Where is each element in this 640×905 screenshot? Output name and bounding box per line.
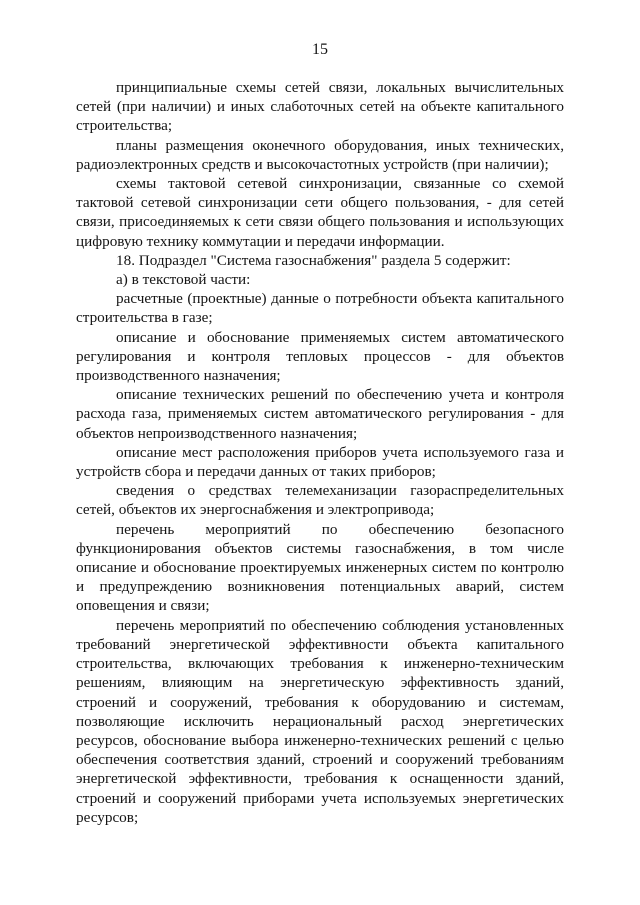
paragraph-communication-schemes: принципиальные схемы сетей связи, локальных вычислительных сетей (при наличии) и иных слаботочных сетей на объекте капитального строительства;: [76, 79, 564, 135]
page-number: 15: [312, 41, 328, 58]
paragraph-energy-efficiency-measures: перечень мероприятий по обеспечению соблюдения установленных требований энергетической эффективности объекта капитального строительства, включающих требования к инженерно-техническим решениям, влияющим на энергетическую эффективность зданий, строений и сооружений, требования к оборудованию и системам, позволяющие исключить нерациональный расход энергетических ресурсов, обоснование выбора инженерно-технических решений с целью обеспечения соответствия зданий, строений и сооружений требованиям энергетической эффективности, требования к оснащенности зданий, строений и сооружений приборами учета используемых энергетических ресурсов;: [76, 616, 564, 826]
document-body: [76, 78, 564, 827]
paragraph-meter-locations: описание мест расположения приборов учета используемого газа и устройств сбора и передачи данных от таких приборов;: [76, 443, 564, 481]
paragraph-automatic-regulation-production: описание и обоснование применяемых систем автоматического регулирования и контроля тепловых процессов - для объектов производственного назначения;: [76, 328, 564, 385]
paragraph-terminal-equipment-plans: планы размещения оконечного оборудования, иных технических, радиоэлектронных средств и высокочастотных устройств (при наличии);: [76, 136, 564, 173]
paragraph-telemechanization: сведения о средствах телемеханизации газораспределительных сетей, объектов их энергоснабжения и электропривода;: [76, 482, 564, 519]
paragraph-safety-measures: перечень мероприятий по обеспечению безопасного функционирования объектов системы газоснабжения, в том числе описание и обоснование проектируемых инженерных систем по контролю и предупреждению возникновения потенциальных аварий, систем оповещения и связи;: [76, 520, 564, 615]
paragraph-text-part-intro: а) в текстовой части:: [116, 271, 251, 289]
paragraph-gas-supply-subsection-heading: 18. Подраздел "Система газоснабжения" раздела 5 содержит:: [116, 251, 511, 269]
paragraph-gas-demand-data: расчетные (проектные) данные о потребности объекта капитального строительства в газе;: [76, 290, 564, 327]
paragraph-gas-metering-solutions: описание технических решений по обеспечению учета и контроля расхода газа, применяемых систем автоматического регулирования - для объектов непроизводственного назначения;: [76, 386, 564, 442]
paragraph-clock-synchronization-schemes: схемы тактовой сетевой синхронизации, связанные со схемой тактовой сетевой синхронизации сети общего пользования, - для сетей связи, присоединяемых к сети связи общего пользования и использующих цифровую технику коммутации и передачи информации.: [76, 175, 564, 250]
